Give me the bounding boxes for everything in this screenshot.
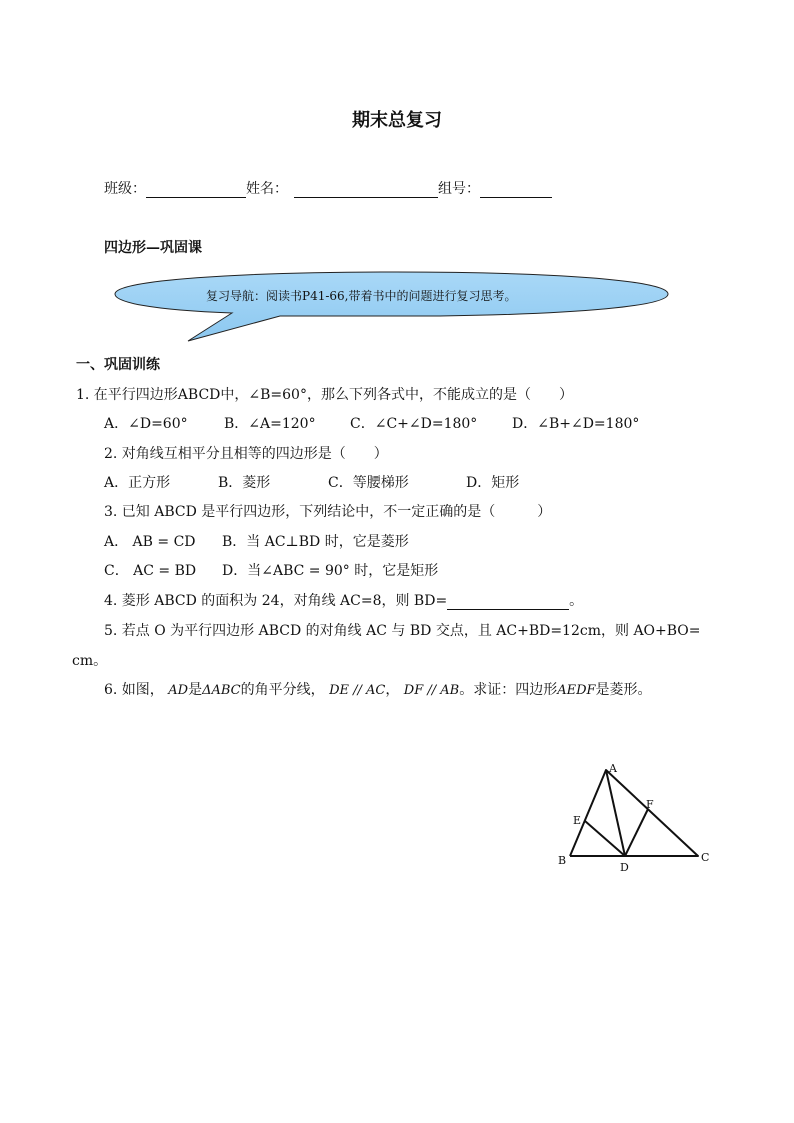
q4-end: 。 bbox=[569, 593, 584, 609]
triangle-abc bbox=[570, 770, 698, 856]
q6-text-3: ， bbox=[385, 682, 400, 698]
class-blank[interactable] bbox=[146, 183, 246, 198]
label-d: D bbox=[620, 861, 629, 874]
q1-option-c[interactable]: C．∠C+∠D=180° bbox=[350, 416, 478, 432]
q3-option-b[interactable]: B．当 AC⊥BD 时，它是菱形 bbox=[222, 534, 409, 550]
question-3: 3. 已知 ABCD 是平行四边形，下列结论中，不一定正确的是（ ） bbox=[104, 504, 552, 520]
q6-intro: 6. 如图， bbox=[104, 682, 164, 698]
bubble-shape bbox=[115, 272, 668, 341]
group-blank[interactable] bbox=[480, 183, 552, 198]
section-heading: 一、巩固训练 bbox=[76, 357, 160, 373]
q3-option-a[interactable]: A． AB = CD bbox=[104, 534, 196, 550]
q6-math-aedf: AEDF bbox=[557, 683, 596, 698]
q6-math-ad: AD bbox=[168, 683, 189, 698]
question-5-unit: cm。 bbox=[72, 653, 108, 669]
page-title: 期末总复习 bbox=[352, 110, 442, 131]
q6-math-de-ac: DE // AC bbox=[329, 683, 386, 698]
q6-text-5: 是菱形。 bbox=[595, 682, 652, 698]
bubble-text: 复习导航：阅读书P41-66,带着书中的问题进行复习思考。 bbox=[206, 289, 517, 303]
question-5: 5. 若点 O 为平行四边形 ABCD 的对角线 AC 与 BD 交点，且 AC+BD=12cm，则 AO+BO= bbox=[104, 623, 701, 639]
class-label: 班级： bbox=[104, 181, 146, 197]
q2-option-c[interactable]: C．等腰梯形 bbox=[328, 475, 409, 491]
q6-text-2: 的角平分线， bbox=[240, 682, 325, 698]
label-a: A bbox=[609, 762, 617, 775]
q6-text-1: 是 bbox=[188, 682, 203, 698]
q4-answer-blank[interactable] bbox=[447, 595, 569, 610]
q1-option-b[interactable]: B．∠A=120° bbox=[224, 416, 316, 432]
question-4 bbox=[104, 590, 583, 610]
label-e: E bbox=[573, 814, 582, 827]
label-c: C bbox=[701, 851, 710, 864]
question-6 bbox=[104, 679, 652, 699]
q2-option-a[interactable]: A．正方形 bbox=[104, 475, 171, 491]
label-b: B bbox=[558, 854, 567, 867]
question-2: 2. 对角线互相平分且相等的四边形是（ ） bbox=[104, 446, 388, 462]
name-label: 姓名： bbox=[246, 181, 288, 197]
triangle-figure bbox=[550, 760, 720, 880]
q6-math-df-ab: DF // AB bbox=[403, 683, 460, 698]
q6-text-4: 。求证：四边形 bbox=[459, 682, 558, 698]
q4-text: 4. 菱形 ABCD 的面积为 24，对角线 AC=8，则 BD= bbox=[104, 593, 448, 609]
q1-option-d[interactable]: D．∠B+∠D=180° bbox=[512, 416, 640, 432]
question-1: 1. 在平行四边形ABCD中，∠B=60°，那么下列各式中，不能成立的是（ ） bbox=[76, 387, 573, 403]
q2-option-b[interactable]: B．菱形 bbox=[218, 475, 271, 491]
q1-option-a[interactable]: A．∠D=60° bbox=[104, 416, 188, 432]
group-label: 组号： bbox=[438, 181, 480, 197]
student-info-line bbox=[104, 178, 552, 198]
callout-bubble bbox=[110, 268, 680, 348]
q6-math-abc: ΔABC bbox=[202, 683, 241, 698]
q3-option-c[interactable]: C． AC = BD bbox=[104, 563, 197, 579]
name-blank[interactable] bbox=[294, 183, 438, 198]
lesson-subtitle: 四边形—巩固课 bbox=[104, 240, 202, 256]
q3-option-d[interactable]: D．当∠ABC = 90° 时，它是矩形 bbox=[222, 563, 439, 579]
q2-option-d[interactable]: D．矩形 bbox=[466, 475, 520, 491]
label-f: F bbox=[646, 798, 654, 811]
segment-df bbox=[625, 809, 648, 856]
